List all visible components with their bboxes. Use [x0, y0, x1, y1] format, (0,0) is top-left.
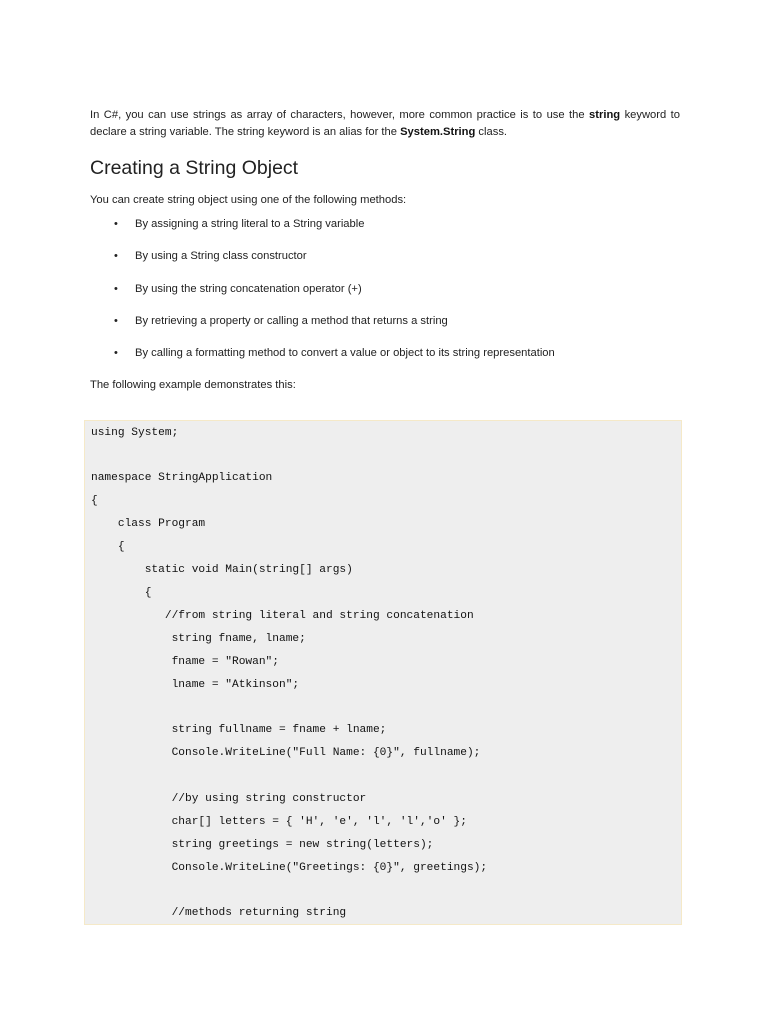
bullet-icon: • — [114, 250, 118, 263]
bullet-icon: • — [114, 218, 118, 230]
list-item-text: By assigning a string literal to a String variable — [135, 218, 365, 230]
code-line: static void Main(string[] args) — [91, 564, 353, 576]
code-line: char[] letters = { 'H', 'e', 'l', 'l','o' }; — [91, 816, 467, 828]
code-line: lname = "Atkinson"; — [91, 679, 300, 691]
intro-bold-system-string: System.String — [400, 126, 476, 138]
list-item — [90, 248, 680, 264]
example-intro: The following example demonstrates this: — [90, 378, 296, 391]
code-line: string greetings = new string(letters); — [91, 839, 434, 851]
code-line: //methods returning string — [91, 907, 347, 919]
list-item-text: By retrieving a property or calling a method that returns a string — [135, 314, 448, 327]
code-line: Console.WriteLine("Full Name: {0}", fullname); — [91, 747, 481, 759]
list-item-text: By calling a formatting method to convert a value or object to its string representation — [135, 347, 555, 360]
code-line: //from string literal and string concatenation — [91, 610, 474, 622]
list-item-text: By using the string concatenation operator (+) — [135, 282, 362, 295]
list-item — [90, 313, 680, 329]
bullet-icon: • — [114, 314, 118, 327]
bullet-icon: • — [114, 347, 118, 360]
document-body — [90, 107, 680, 393]
code-block — [84, 420, 682, 925]
bullet-icon: • — [114, 282, 118, 295]
code-line: using System; — [91, 427, 179, 439]
intro-text-3: class. — [475, 126, 508, 138]
code-line: { — [91, 587, 152, 599]
code-line: string fullname = fname + lname; — [91, 724, 387, 736]
section-heading: Creating a String Object — [90, 157, 299, 179]
code-line: Console.WriteLine("Greetings: {0}", greetings); — [91, 862, 488, 874]
intro-text-1: In C#, you can use strings as array of characters, however, more common practice is to use the — [90, 109, 590, 121]
code-line: //by using string constructor — [91, 793, 367, 805]
list-item — [90, 281, 680, 297]
intro-text-2: keyword to declare a string variable. The string keyword is an alias for the — [90, 109, 680, 138]
intro-paragraph — [90, 107, 680, 141]
code-line: class Program — [91, 518, 206, 530]
methods-list — [90, 216, 680, 361]
list-item-text: By using a String class constructor — [135, 250, 307, 263]
code-line: fname = "Rowan"; — [91, 656, 279, 668]
methods-lead: You can create string object using one of the following methods: — [90, 194, 407, 206]
list-item — [90, 345, 680, 361]
list-item — [90, 216, 680, 232]
code-line: { — [91, 541, 125, 553]
code-line: namespace StringApplication — [91, 472, 273, 484]
intro-bold-string: string — [589, 109, 621, 121]
code-line: { — [91, 495, 98, 507]
code-line: string fname, lname; — [91, 633, 306, 645]
